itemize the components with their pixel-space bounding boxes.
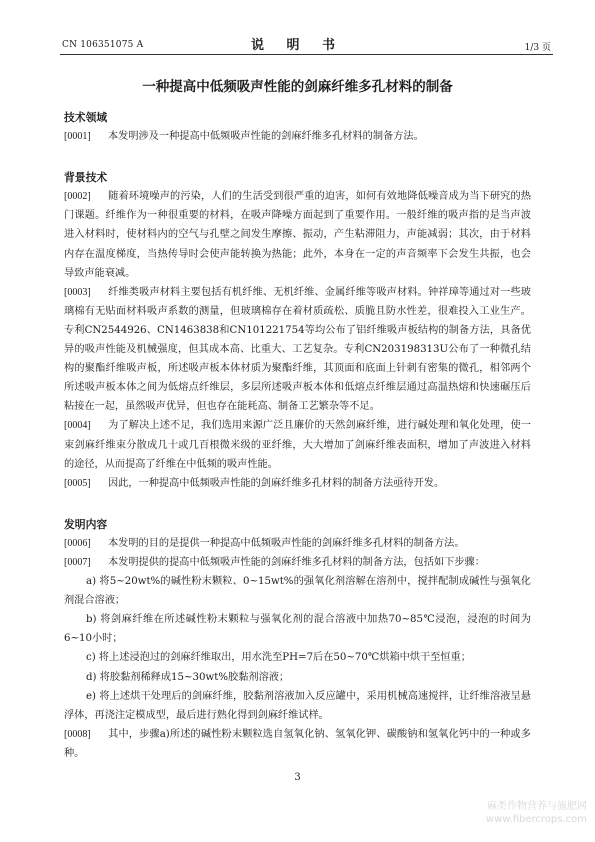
patent-number: CN 106351075 A — [62, 40, 144, 50]
page-indicator: 1/3 页 — [524, 43, 551, 53]
paragraph-text: 随着环境噪声的污染，人们的生活受到很严重的迫害，如何有效地降低噪音成为当下研究的热门课题。纤维作为一种很重要的材料，在吸声降噪方面起到了重要作用。一般纤维的吸声指的是当声波进入材料时，使材料内的空气与孔壁之间发生摩擦、振动，产生粘滞阻力，声能减弱；其次，由于材料内存在温度梯度，当热传导时会使声能转换为热能；此外，本身在一定的声音频率下会发生共振，也会导致声能衰减。 — [64, 191, 531, 279]
paragraph-number: [0006] — [64, 537, 91, 549]
paragraph-0002 — [64, 187, 531, 282]
paragraph-text: 本发明涉及一种提高中低频吸声性能的剑麻纤维多孔材料的制备方法。 — [108, 131, 424, 143]
document-body — [64, 108, 531, 763]
section-heading-technical-field: 技术领域 — [64, 111, 108, 124]
paragraph-0006 — [64, 534, 531, 553]
paragraph-number: [0003] — [64, 286, 91, 298]
paragraph-0008 — [64, 725, 531, 763]
watermark-url: www.fibercrops.com — [485, 814, 587, 825]
paragraph-number: [0004] — [64, 420, 91, 432]
section-heading-background: 背景技术 — [64, 171, 108, 185]
document-type: 说 明 书 — [250, 38, 345, 53]
section-heading-invention: 发明内容 — [64, 517, 108, 531]
paragraph-text: 为了解决上述不足，我们选用来源广泛且廉价的天然剑麻纤维，进行碱处理和氧化处理，使一束剑麻纤维束分散成几十或几百根微米级的亚纤维，大大增加了剑麻纤维表面积，增加了声波进入材料的途径，从而提高了纤维在中低频的吸声性能。 — [64, 420, 531, 470]
step-d: d) 将胶黏剂稀释成15~30wt%胶黏剂溶液； — [86, 671, 290, 683]
paragraph-text: 纤维类吸声材料主要包括有机纤维、无机纤维、金属纤维等吸声材料。钟祥璋等通过对一些玻璃棉有无贴面材料吸声系数的测量，但玻璃棉存在着材质疏松、质脆且防水性差，很难投入工业生产。专利CN2544926、CN1463838和CN101221754等均公布了铝纤维吸声板结构的制备方法，具备优异的吸声性能及机械强度，但其成本高、比重大、工艺复杂。专利CN203198313U公布了一种微孔结构的聚酯纤维吸声板，所述吸声板本体材质为聚酯纤维，其顶面和底面上针刺有密集的微孔，相邻两个所述吸声板本体之间为低熔点纤维层，多层所述吸声板本体和低熔点纤维层通过高温热熔和快速碾压后粘接在一起，虽然吸声优异，但也存在能耗高、制备工艺繁杂等不足。 — [64, 286, 531, 413]
paragraph-text: 本发明提供的提高中低频吸声性能的剑麻纤维多孔材料的制备方法，包括如下步骤： — [108, 556, 485, 568]
header-divider — [60, 54, 553, 55]
paragraph-number: [0007] — [64, 556, 91, 568]
paragraph-text: 因此，一种提高中低频吸声性能的剑麻纤维多孔材料的制备方法亟待开发。 — [108, 477, 445, 489]
paragraph-0001 — [64, 127, 531, 146]
paragraph-0005 — [64, 474, 531, 493]
paragraph-text: 本发明的目的是提供一种提高中低频吸声性能的剑麻纤维多孔材料的制备方法。 — [108, 537, 465, 549]
paragraph-text: 其中，步骤a)所述的碱性粉末颗粒选自氢氧化钠、氢氧化钾、碳酸钠和氢氧化钙中的一种或多种。 — [64, 728, 531, 759]
step-b: b) 将剑麻纤维在所述碱性粉末颗粒与强氧化剂的混合溶液中加热70~85℃浸泡，浸泡的时间为6~10小时； — [64, 614, 531, 645]
paragraph-0007 — [64, 553, 531, 572]
paragraph-0003 — [64, 283, 531, 417]
step-e: e) 将上述烘干处理后的剑麻纤维，胶黏剂溶液加入反应罐中，采用机械高速搅拌，让纤维溶液呈悬浮体，再浇注定模成型，最后进行熟化得到剑麻纤维试样。 — [64, 690, 531, 721]
step-a: a) 将5~20wt%的碱性粉末颗粒、0~15wt%的强氧化剂溶解在溶剂中，搅拌配制成碱性与强氧化剂混合溶液； — [64, 576, 531, 607]
paragraph-number: [0005] — [64, 477, 91, 489]
paragraph-number: [0008] — [64, 728, 91, 740]
paragraph-number: [0001] — [64, 131, 91, 143]
site-watermark — [486, 800, 587, 826]
step-c: c) 将上述浸泡过的剑麻纤维取出，用水洗至PH=7后在50~70℃烘箱中烘干至恒重； — [86, 652, 471, 664]
document-title: 一种提高中低频吸声性能的剑麻纤维多孔材料的制备 — [142, 79, 453, 95]
paragraph-0004 — [64, 416, 531, 473]
page-number: 3 — [294, 772, 301, 783]
paragraph-number: [0002] — [64, 191, 91, 203]
watermark-title: 麻类作物营养与施肥网 — [487, 801, 587, 812]
